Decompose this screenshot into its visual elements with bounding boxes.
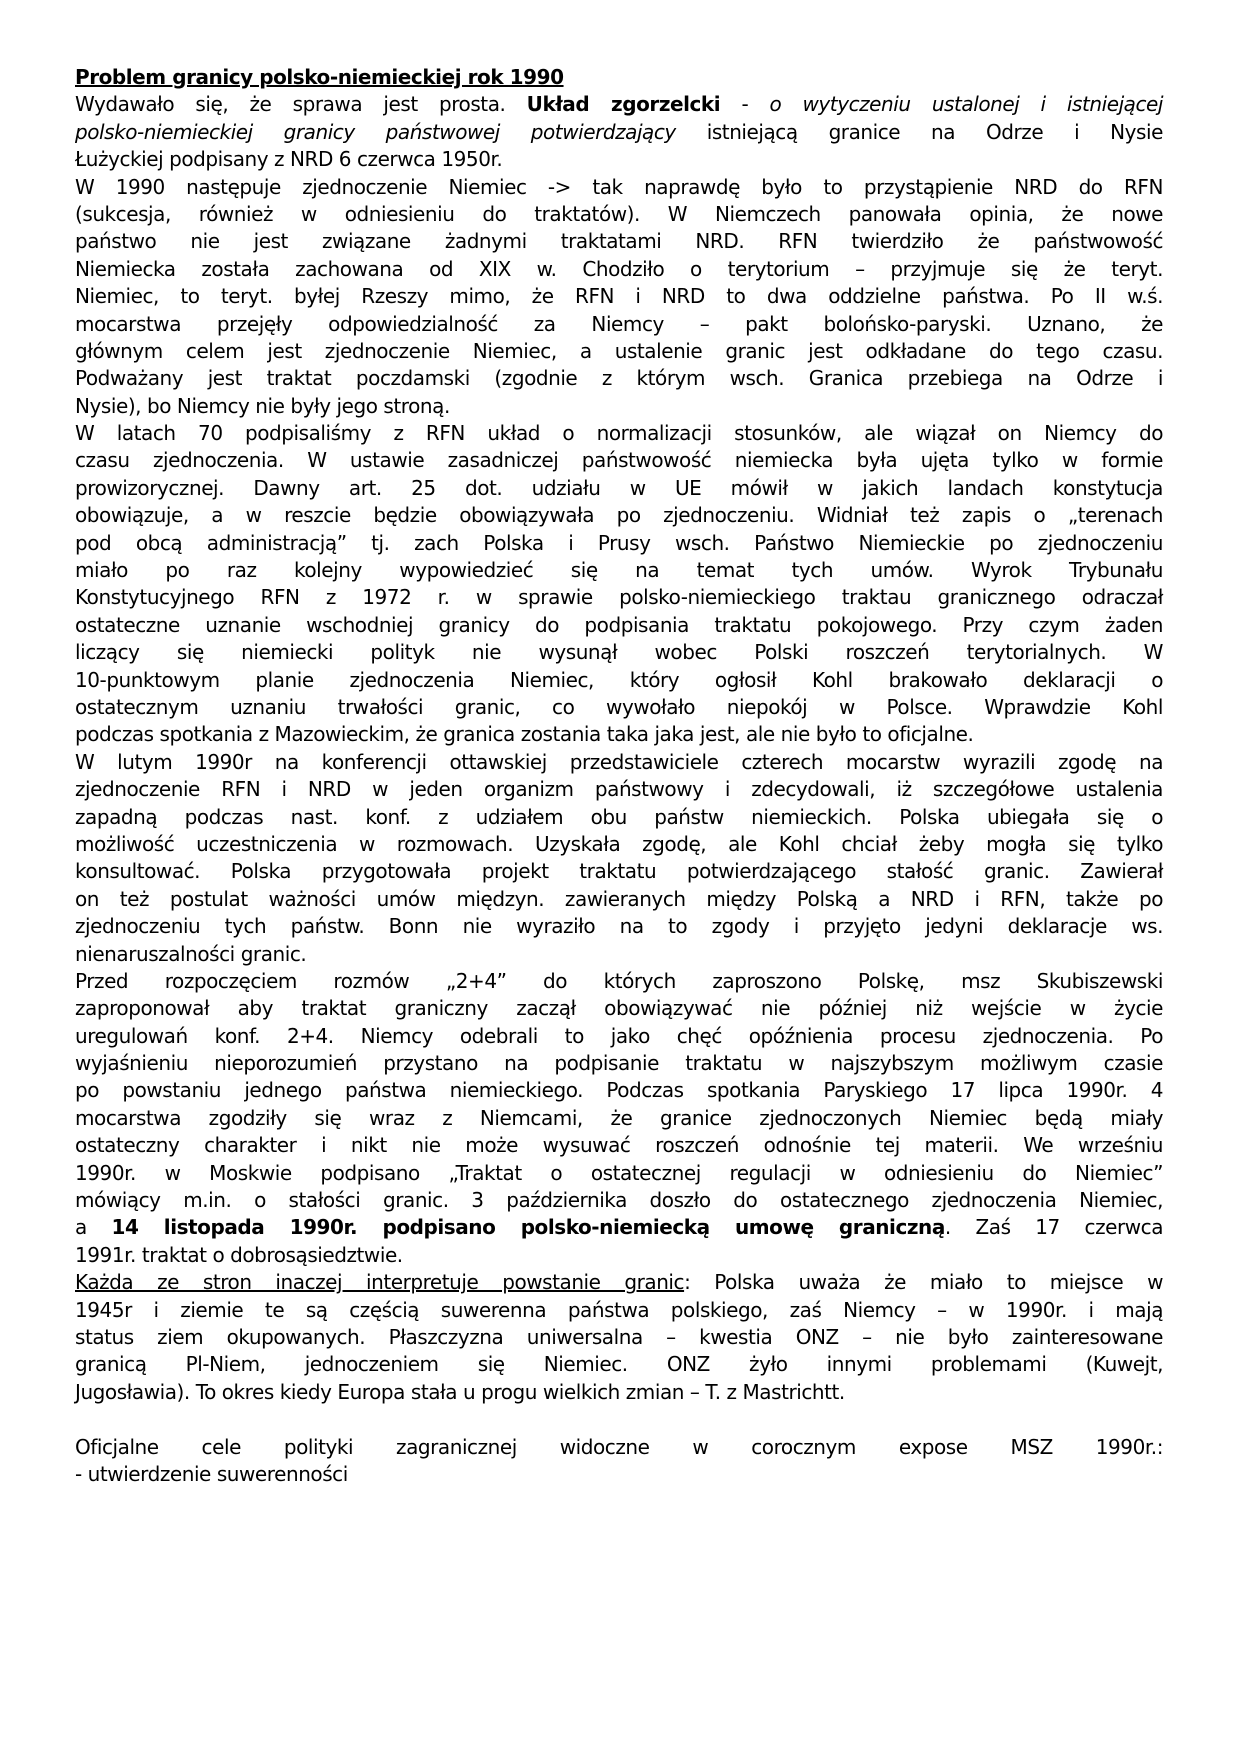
text-line	[75, 475, 1163, 502]
text-line	[75, 941, 1163, 968]
text-span: -	[720, 92, 770, 117]
text-line	[75, 1050, 1163, 1077]
paragraph	[75, 174, 1163, 421]
text-span: głównym celem jest zjednoczenie Niemiec, a ustalenie granic jest odkładane do tego czasu.	[75, 338, 1163, 363]
text-line	[75, 776, 1163, 803]
bold-text: 14 listopada 1990r. podpisano polsko-niemiecką umowę graniczną	[111, 1215, 945, 1240]
text-span: ostateczne uznanie wschodniej granicy do podpisania traktatu pokojowego. Przy czym żaden	[75, 612, 1163, 637]
text-span: Konstytucyjnego RFN z 1972 r. w sprawie polsko-niemieckiego traktau granicznego odraczał	[75, 585, 1163, 610]
underlined-text: Każda ze stron inaczej interpretuje powstanie granic	[75, 1270, 685, 1295]
text-span: obowiązuje, a w reszcie będzie obowiązywała po zjednoczeniu. Widniał też zapis o „terenach	[75, 503, 1163, 528]
text-span: 1991r. traktat o dobrosąsiedztwie.	[75, 1242, 403, 1267]
title-text: Problem granicy polsko-niemieckiej rok 1990	[75, 65, 564, 89]
text-line	[75, 311, 1163, 338]
text-line	[75, 502, 1163, 529]
document-body	[75, 64, 1163, 1488]
text-span: - utwierdzenie suwerenności	[75, 1461, 348, 1486]
text-span: możliwość uczestniczenia w rozmowach. Uzyskała zgodę, ale Kohl chciał żeby mogła się tylko	[75, 831, 1163, 856]
text-span: zjednoczenie RFN i NRD w jeden organizm państwowy i zdecydowali, iż szczegółowe ustalenia	[75, 777, 1163, 802]
text-span: status ziem okupowanych. Płaszczyzna uniwersalna – kwestia ONZ – nie było zainteresowane	[75, 1324, 1163, 1349]
text-line	[75, 1187, 1163, 1214]
text-line	[75, 858, 1163, 885]
document-title	[75, 64, 1163, 91]
text-line	[75, 584, 1163, 611]
text-line	[75, 420, 1163, 447]
text-span: Niemiec, to teryt. byłej Rzeszy mimo, że RFN i NRD to dwa oddzielne państwa. Po II w.ś.	[75, 284, 1163, 309]
text-span: Wydawało się, że sprawa jest prosta.	[75, 92, 527, 117]
text-line	[75, 831, 1163, 858]
text-line	[75, 1160, 1163, 1187]
text-line	[75, 530, 1163, 557]
text-span: Nysie), bo Niemcy nie były jego stroną.	[75, 393, 450, 418]
text-line	[75, 1242, 1163, 1269]
text-span: mocarstwa zgodziły się wraz z Niemcami, że granice zjednoczonych Niemiec będą miały	[75, 1105, 1163, 1130]
blank-line	[75, 1406, 1163, 1433]
italic-text: o wytyczeniu ustalonej i istniejącej	[769, 92, 1163, 117]
text-span: nienaruszalności granic.	[75, 941, 307, 966]
text-line	[75, 1461, 1163, 1488]
text-line	[75, 1023, 1163, 1050]
text-line	[75, 1077, 1163, 1104]
text-span: istniejącą granice na Odrze i Nysie	[675, 119, 1163, 144]
text-line	[75, 721, 1163, 748]
text-line	[75, 64, 1163, 91]
text-span: 10-punktowym planie zjednoczenia Niemiec, który ogłosił Kohl brakowało deklaracji o	[75, 667, 1163, 692]
text-span: (sukcesja, również w odniesieniu do traktatów). W Niemczech panowała opinia, że nowe	[75, 201, 1163, 226]
text-line	[75, 694, 1163, 721]
text-line	[75, 1351, 1163, 1378]
text-span: zjednoczeniu tych państw. Bonn nie wyraziło na to zgody i przyjęto jedyni deklaracje ws.	[75, 914, 1163, 939]
paragraph	[75, 1434, 1163, 1489]
text-line	[75, 1105, 1163, 1132]
text-line	[75, 201, 1163, 228]
text-span: państwo nie jest związane żadnymi traktatami NRD. RFN twierdziło że państwowość	[75, 229, 1163, 254]
text-span: konsultować. Polska przygotowała projekt traktatu potwierdzającego stałość granic. Zawierał	[75, 859, 1163, 884]
text-span: prowizorycznej. Dawny art. 25 dot. udziału w UE mówił w jakich landach konstytucja	[75, 475, 1163, 500]
text-line	[75, 174, 1163, 201]
text-line	[75, 639, 1163, 666]
text-line	[75, 1324, 1163, 1351]
text-line	[75, 1269, 1163, 1296]
text-line	[75, 667, 1163, 694]
text-span: zapadną podczas nast. konf. z udziałem obu państw niemieckich. Polska ubiegała się o	[75, 804, 1163, 829]
text-span: Łużyckiej podpisany z NRD 6 czerwca 1950r.	[75, 147, 503, 172]
text-line	[75, 146, 1163, 173]
paragraph	[75, 1269, 1163, 1406]
text-span: a	[75, 1215, 112, 1240]
text-span: W 1990 następuje zjednoczenie Niemiec -> tak naprawdę było to przystąpienie NRD do RFN	[75, 174, 1163, 199]
text-span: wyjaśnieniu nieporozumień przystano na podpisanie traktatu w najszybszym możliwym czasie	[75, 1051, 1163, 1076]
text-line	[75, 749, 1163, 776]
text-span: czasu zjednoczenia. W ustawie zasadniczej państwowość niemiecka była ujęta tylko w formie	[75, 448, 1163, 473]
text-span: Niemiecka została zachowana od XIX w. Chodziło o terytorium – przyjmuje się że teryt.	[75, 256, 1163, 281]
text-line	[75, 365, 1163, 392]
text-span: mówiący m.in. o stałości granic. 3 października doszło do ostatecznego zjednoczenia Niemiec,	[75, 1188, 1163, 1213]
paragraph	[75, 968, 1163, 1269]
text-span: ostatecznym uznaniu trwałości granic, co wywołało niepokój w Polsce. Wprawdzie Kohl	[75, 694, 1163, 719]
text-span: liczący się niemiecki polityk nie wysunął wobec Polski roszczeń terytorialnych. W	[75, 640, 1163, 665]
text-span: : Polska uważa że miało to miejsce w	[684, 1270, 1163, 1295]
text-line	[75, 1132, 1163, 1159]
text-line	[75, 338, 1163, 365]
text-span: W latach 70 podpisaliśmy z RFN układ o normalizacji stosunków, ale wiązał on Niemcy do	[75, 421, 1163, 446]
text-span: W lutym 1990r na konferencji ottawskiej przedstawiciele czterech mocarstw wyrazili zgodę na	[75, 749, 1163, 774]
bold-text: Układ zgorzelcki	[526, 92, 721, 117]
text-line	[75, 447, 1163, 474]
text-line	[75, 612, 1163, 639]
paragraph	[75, 749, 1163, 968]
text-span: zaproponował aby traktat graniczny zaczął obowiązywać nie później niż wejście w życie	[75, 996, 1163, 1021]
text-span: podczas spotkania z Mazowieckim, że granica zostania taka jaka jest, ale nie było to oficjalne.	[75, 722, 974, 747]
text-span: po powstaniu jednego państwa niemieckiego. Podczas spotkania Paryskiego 17 lipca 1990r. 4	[75, 1078, 1163, 1103]
text-line	[75, 1297, 1163, 1324]
paragraph	[75, 91, 1163, 173]
text-line	[75, 91, 1163, 118]
text-line	[75, 283, 1163, 310]
text-span: 1990r. w Moskwie podpisano „Traktat o ostatecznej regulacji w odniesieniu do Niemiec”	[75, 1160, 1163, 1185]
text-span: Jugosławia). To okres kiedy Europa stała u progu wielkich zmian – T. z Mastrichtt.	[75, 1379, 845, 1404]
text-span: . Zaś 17 czerwca	[944, 1215, 1164, 1240]
text-line	[75, 913, 1163, 940]
text-line	[75, 1434, 1163, 1461]
paragraph	[75, 420, 1163, 749]
text-span: granicą Pl-Niem, jednoczeniem się Niemiec. ONZ żyło innymi problemami (Kuwejt,	[75, 1352, 1163, 1377]
text-span: on też postulat ważności umów międzyn. zawieranych między Polską a NRD i RFN, także po	[75, 886, 1163, 911]
text-line	[75, 1214, 1163, 1241]
text-line	[75, 804, 1163, 831]
text-span: ostateczny charakter i nikt nie może wysuwać roszczeń odnośnie tej materii. We wrześniu	[75, 1133, 1163, 1158]
text-line	[75, 1379, 1163, 1406]
text-span: 1945r i ziemie te są częścią suwerenna państwa polskiego, zaś Niemcy – w 1990r. i mają	[75, 1297, 1163, 1322]
text-span: pod obcą administracją” tj. zach Polska i Prusy wsch. Państwo Niemieckie po zjednoczeniu	[75, 530, 1163, 555]
text-span: Przed rozpoczęciem rozmów „2+4” do których zaproszono Polskę, msz Skubiszewski	[75, 968, 1163, 993]
text-span: mocarstwa przejęły odpowiedzialność za Niemcy – pakt bolońsko-paryski. Uznano, że	[75, 311, 1163, 336]
text-line	[75, 968, 1163, 995]
text-span: Oficjalne cele polityki zagranicznej widoczne w corocznym expose MSZ 1990r.:	[75, 1434, 1163, 1459]
text-span: uregulowań konf. 2+4. Niemcy odebrali to jako chęć opóźnienia procesu zjednoczenia. Po	[75, 1023, 1163, 1048]
text-line	[75, 557, 1163, 584]
italic-text: polsko-niemieckiej granicy państwowej potwierdzający	[75, 119, 676, 144]
text-line	[75, 256, 1163, 283]
text-line	[75, 886, 1163, 913]
text-line	[75, 119, 1163, 146]
text-span: miało po raz kolejny wypowiedzieć się na temat tych umów. Wyrok Trybunału	[75, 558, 1163, 583]
text-line	[75, 393, 1163, 420]
text-line	[75, 228, 1163, 255]
text-span: Podważany jest traktat poczdamski (zgodnie z którym wsch. Granica przebiega na Odrze i	[75, 366, 1163, 391]
text-line	[75, 995, 1163, 1022]
